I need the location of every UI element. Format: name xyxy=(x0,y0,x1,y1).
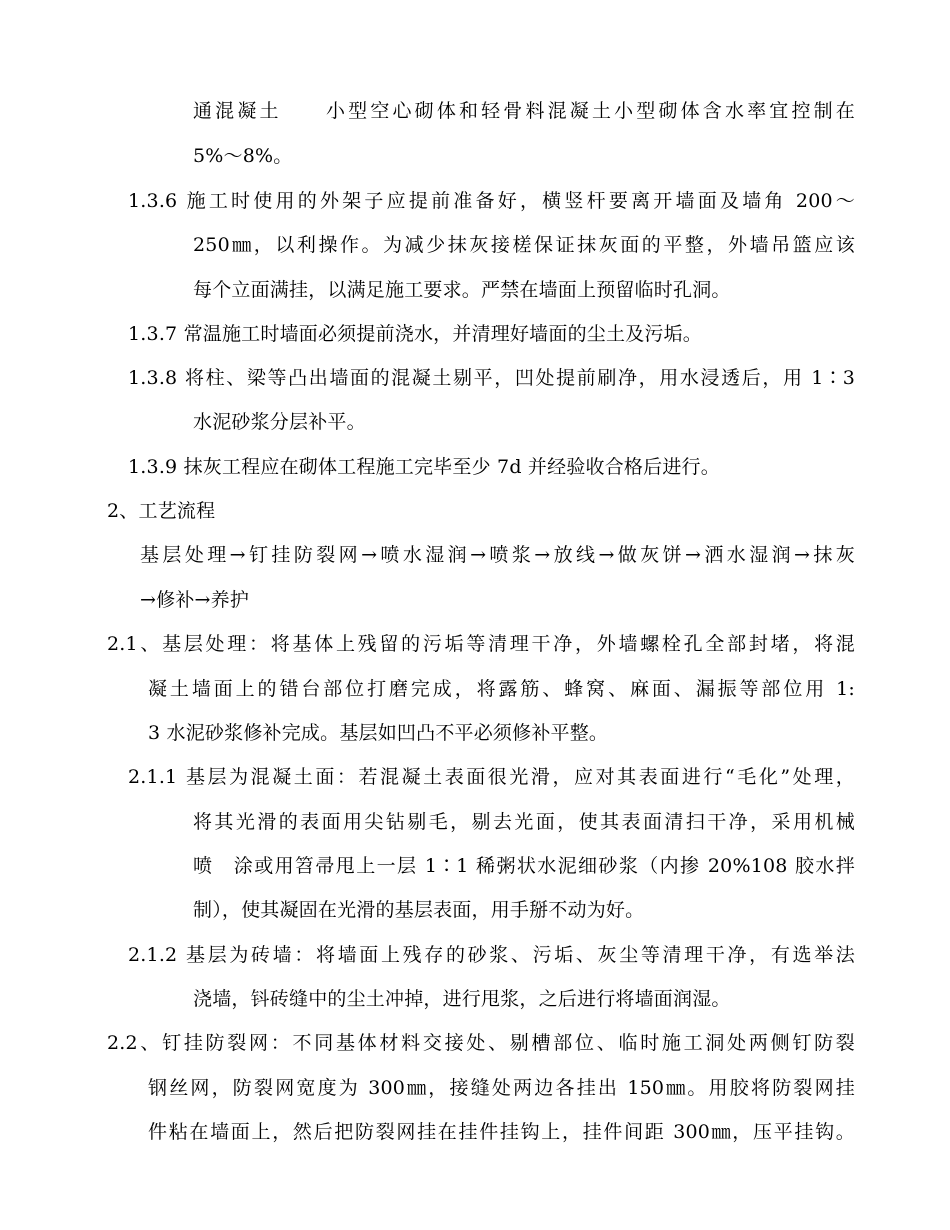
text-line: 将其光滑的表面用尖钻剔毛，剔去光面，使其表面清扫干净，采用机械 xyxy=(193,811,855,833)
text-line: 3 水泥砂浆修补完成。基层如凹凸不平必须修补平整。 xyxy=(148,722,609,744)
text-line: 2.2、钉挂防裂网：不同基体材料交接处、剔槽部位、临时施工洞处两侧钉防裂 xyxy=(107,1032,855,1054)
text-line: 浇墙，钭砖缝中的尘土冲掉，进行甩浆，之后进行将墙面润湿。 xyxy=(193,988,731,1010)
text-line: 通混凝土 小型空心砌体和轻骨料混凝土小型砌体含水率宜控制在 xyxy=(193,100,855,122)
text-line: 250㎜，以利操作。为减少抹灰接槎保证抹灰面的平整，外墙吊篮应该 xyxy=(193,234,855,256)
text-line: 1.3.6 施工时使用的外架子应提前准备好，横竖杆要离开墙面及墙角 200～ xyxy=(128,190,855,212)
text-line: 1.3.9 抹灰工程应在砌体工程施工完毕至少 7d 并经验收合格后进行。 xyxy=(128,456,720,478)
text-line: 2.1.1 基层为混凝土面：若混凝土表面很光滑，应对其表面进行“毛化”处理， xyxy=(128,766,855,788)
text-line: 凝土墙面上的错台部位打磨完成，将露筋、蜂窝、麻面、漏振等部位用 1: xyxy=(148,678,855,700)
section-heading: 2、工艺流程 xyxy=(107,500,216,522)
text-line: 1.3.8 将柱、梁等凸出墙面的混凝土剔平，凹处提前刷净，用水浸透后，用 1∶3 xyxy=(128,367,855,389)
text-line: 钢丝网，防裂网宽度为 300㎜，接缝处两边各挂出 150㎜。用胶将防裂网挂 xyxy=(148,1077,855,1099)
text-line: 制），使其凝固在光滑的基层表面，用手掰不动为好。 xyxy=(193,899,645,921)
text-line: 喷 涂或用笤帚甩上一层 1∶1 稀粥状水泥细砂浆（内掺 20%108 胶水拌 xyxy=(193,855,855,877)
text-line: 每个立面满挂，以满足施工要求。严禁在墙面上预留临时孔洞。 xyxy=(193,279,731,301)
text-line: 基层处理→钉挂防裂网→喷水湿润→喷浆→放线→做灰饼→洒水湿润→抹灰 xyxy=(140,544,855,566)
text-line: 5%～8%。 xyxy=(193,145,293,167)
text-line: 1.3.7 常温施工时墙面必须提前浇水，并清理好墙面的尘土及污垢。 xyxy=(128,323,702,345)
text-line: 2.1.2 基层为砖墙：将墙面上残存的砂浆、污垢、灰尘等清理干净，有选举法 xyxy=(128,944,855,966)
text-line: 件粘在墙面上，然后把防裂网挂在挂件挂钩上，挂件间距 300㎜，压平挂钩。 xyxy=(148,1121,855,1143)
text-line: 水泥砂浆分层补平。 xyxy=(193,411,366,433)
text-line: →修补→养护 xyxy=(140,589,250,611)
text-line: 2.1、基层处理：将基体上残留的污垢等清理干净，外墙螺栓孔全部封堵，将混 xyxy=(107,633,855,655)
